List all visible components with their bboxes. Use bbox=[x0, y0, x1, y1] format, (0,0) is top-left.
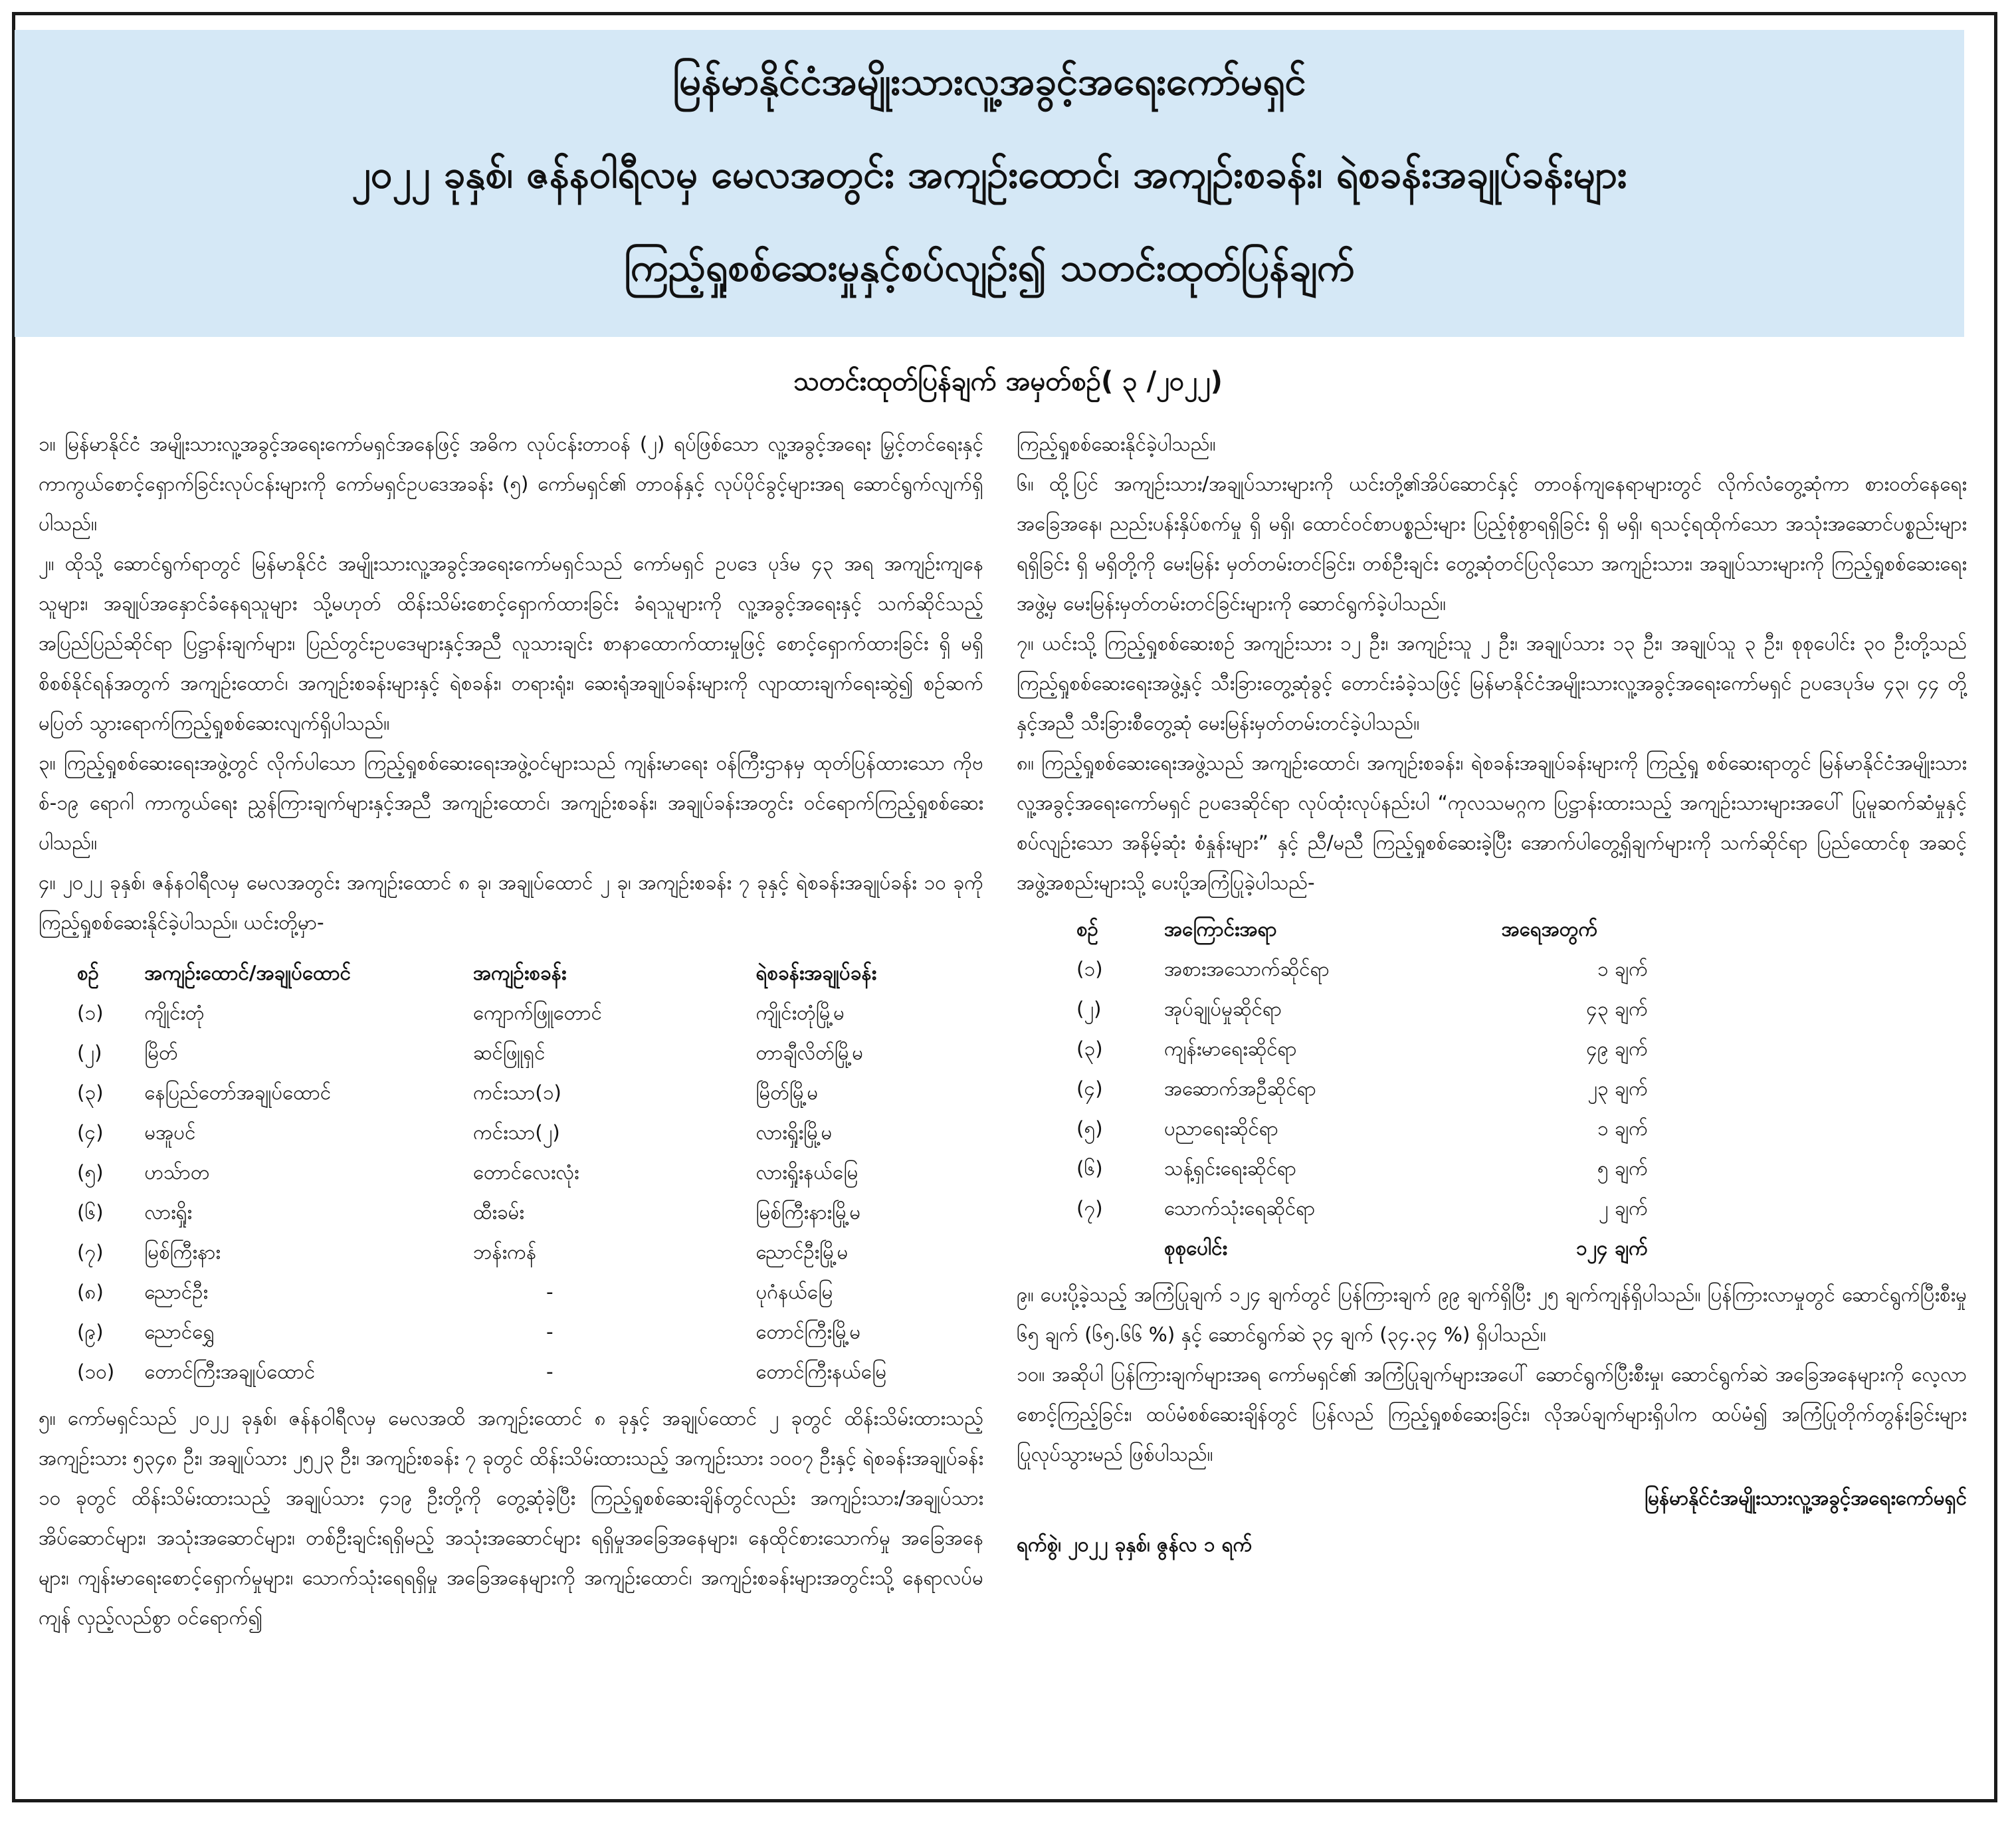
paragraph-7: ၇။ ယင်းသို့ ကြည့်ရှုစစ်ဆေးစဉ် အကျဉ်းသား ၁၂ ဦး၊ အကျဉ်းသူ ၂ ဦး၊ အချုပ်သား ၁၃ ဦး၊ အချုပ်သူ ၃ ဦး၊ စုစုပေါင်း ၃၀ ဦးတို့သည် ကြည့်ရှုစစ်ဆေးရေးအဖွဲ့နှင့် သီးခြားတွေ့ဆုံခွင့် တောင်းခံခဲ့သဖြင့် မြန်မာနိုင်ငံအမျိုးသားလူ့အခွင့်အရေးကော်မရှင် ဥပဒေပုဒ်မ ၄၃၊ ၄၄ တို့နှင့်အညီ သီးခြားစီတွေ့ဆုံ မေးမြန်းမှတ်တမ်းတင်ခဲ့ပါသည်။ bbox=[1017, 632, 1967, 734]
table-cell: ညောင်ရွှေ bbox=[144, 1321, 215, 1343]
title-line-3: ကြည့်ရှုစစ်ဆေးမှုနှင့်စပ်လျဉ်း၍ သတင်းထုတ်ပြန်ချက် bbox=[624, 245, 1355, 290]
table-cell: - bbox=[546, 1321, 554, 1343]
table-cell: ၂ ချက် bbox=[1599, 1197, 1648, 1220]
table-cell: (၆) bbox=[1076, 1157, 1103, 1180]
table-cell: (၇) bbox=[1076, 1197, 1103, 1220]
table-row bbox=[77, 1312, 961, 1352]
table-cell: (၁၀) bbox=[77, 1360, 115, 1383]
table-row bbox=[1076, 1029, 1674, 1069]
signature: မြန်မာနိုင်ငံအမျိုးသားလူ့အခွင့်အရေးကော်မရှင် bbox=[1645, 1487, 1967, 1509]
table-cell: သောက်သုံးရေဆိုင်ရာ bbox=[1164, 1197, 1316, 1220]
table-cell: လားရှိုး bbox=[144, 1201, 193, 1224]
paragraph-5: ၅။ ကော်မရှင်သည် ၂၀၂၂ ခုနှစ်၊ ဇန်နဝါရီလမှ မေလအထိ အကျဉ်းထောင် ၈ ခုနှင့် အချုပ်ထောင် ၂ ခုတွင် ထိန်းသိမ်းထားသည့် အကျဉ်းသား ၅၃၄၈ ဦး၊ အချုပ်သား ၂၅၂၃ ဦး၊ အကျဉ်းစခန်း ၇ ခုတွင် ထိန်းသိမ်းထားသည့် အကျဉ်းသား ၁၀၀၇ ဦးနှင့် ရဲစခန်းအချုပ်ခန်း ၁၀ ခုတွင် ထိန်းသိမ်းထားသည့် အချုပ်သား ၄၁၉ ဦးတို့ကို တွေ့ဆုံခဲ့ပြီး ကြည့်ရှုစစ်ဆေးချိန်တွင်လည်း အကျဉ်းသား/အချုပ်သား အိပ်ဆောင်များ၊ အသုံးအဆောင်များ၊ တစ်ဦးချင်းရရှိမည့် အသုံးအဆောင်များ ရရှိမှုအခြေအနေများ၊ နေထိုင်စားသောက်မှု အခြေအနေများ၊ ကျန်းမာရေးစောင့်ရှောက်မှုများ၊ သောက်သုံးရေရရှိမှု အခြေအနေများကို အကျဉ်းထောင်၊ အကျဉ်းစခန်းများအတွင်းသို့ နေရာလပ်မကျန် လှည့်လည်စွာ ဝင်ရောက်၍ bbox=[39, 1407, 983, 1629]
table-cell: (၁) bbox=[77, 1002, 104, 1024]
left-column bbox=[39, 424, 983, 1638]
paragraph-5-continued: ကြည့်ရှုစစ်ဆေးနိုင်ခဲ့ပါသည်။ bbox=[1017, 433, 1216, 455]
total-spacer bbox=[1076, 1228, 1164, 1268]
paragraph-2: ၂။ ထိုသို့ ဆောင်ရွက်ရာတွင် မြန်မာနိုင်ငံ အမျိုးသားလူ့အခွင့်အရေးကော်မရှင်သည် ကော်မရှင် ဥပဒေ ပုဒ်မ ၄၃ အရ အကျဉ်းကျနေသူများ၊ အချုပ်အနှောင်ခံနေရသူများ သို့မဟုတ် ထိန်းသိမ်းစောင့်ရှောက်ထားခြင်း ခံရသူများကို လူ့အခွင့်အရေးနှင့် သက်ဆိုင်သည့် အပြည်ပြည်ဆိုင်ရာ ပြဋ္ဌာန်းချက်များ၊ ပြည်တွင်းဥပဒေများနှင့်အညီ လူသားချင်း စာနာထောက်ထားမှုဖြင့် စောင့်ရှောက်ထားခြင်း ရှိ မရှိ စိစစ်နိုင်ရန်အတွက် အကျဉ်းထောင်၊ အကျဉ်းစခန်းများနှင့် ရဲစခန်း၊ တရားရုံး၊ ဆေးရုံအချုပ်ခန်းများကို လျာထားချက်ရေးဆွဲ၍ စဉ်ဆက်မပြတ် သွားရောက်ကြည့်ရှုစစ်ဆေးလျက်ရှိပါသည်။ bbox=[39, 552, 983, 734]
table-cell: (၆) bbox=[77, 1201, 104, 1224]
paragraph-3: ၃။ ကြည့်ရှုစစ်ဆေးရေးအဖွဲ့တွင် လိုက်ပါသော ကြည့်ရှုစစ်ဆေးရေးအဖွဲ့ဝင်များသည် ကျန်းမာရေး ဝန်ကြီးဌာနမှ ထုတ်ပြန်ထားသော ကိုဗစ်-၁၉ ရောဂါ ကာကွယ်ရေး ညွှန်ကြားချက်များနှင့်အညီ အကျဉ်းထောင်၊ အကျဉ်းစခန်း၊ အချုပ်ခန်းအတွင်း ဝင်ရောက်ကြည့်ရှုစစ်ဆေးပါသည်။ bbox=[39, 752, 983, 854]
table-cell: မြစ်ကြီးနားမြို့မ bbox=[756, 1201, 861, 1224]
table-cell: ၁ ချက် bbox=[1597, 958, 1648, 980]
table-cell: (၄) bbox=[1076, 1077, 1103, 1100]
column-header: အကျဉ်းစခန်း bbox=[472, 962, 567, 984]
table-cell: တောင်လေးလုံး bbox=[472, 1161, 579, 1184]
table-cell: ၄၃ ချက် bbox=[1586, 998, 1648, 1020]
total-value: ၁၂၄ ချက် bbox=[1575, 1237, 1648, 1259]
table-row bbox=[1076, 1069, 1674, 1109]
issue-date: ရက်စွဲ၊ ၂၀၂၂ ခုနှစ်၊ ဇွန်လ ၁ ရက် bbox=[1017, 1533, 1253, 1556]
table-row bbox=[1076, 1148, 1674, 1188]
column-header: အကြောင်းအရာ bbox=[1164, 918, 1277, 940]
table-cell: (၉) bbox=[77, 1321, 104, 1343]
table-cell: ၂၃ ချက် bbox=[1587, 1077, 1648, 1100]
table-cell: မအူပင် bbox=[144, 1121, 196, 1144]
table-cell: အုပ်ချုပ်မှုဆိုင်ရာ bbox=[1164, 998, 1282, 1020]
table-cell: - bbox=[546, 1281, 554, 1303]
table-cell: ကျိုင်းတုံ bbox=[144, 1002, 205, 1024]
paragraph-4: ၄။ ၂၀၂၂ ခုနှစ်၊ ဇန်နဝါရီလမှ မေလအတွင်း အကျဉ်းထောင် ၈ ခု၊ အချုပ်ထောင် ၂ ခု၊ အကျဉ်းစခန်း ၇ ခုနှင့် ရဲစခန်းအချုပ်ခန်း ၁၀ ခုကို ကြည့်ရှုစစ်ဆေးနိုင်ခဲ့ပါသည်။ ယင်းတို့မှာ- bbox=[39, 871, 983, 934]
facilities-table bbox=[77, 953, 961, 1392]
paragraph-10: ၁၀။ အဆိုပါ ပြန်ကြားချက်များအရ ကော်မရှင်၏ အကြံပြုချက်များအပေါ် ဆောင်ရွက်ပြီးစီးမှု၊ ဆောင်ရွက်ဆဲ အခြေအနေများကို လေ့လာစောင့်ကြည့်ခြင်း၊ ထပ်မံစစ်ဆေးချိန်တွင် ပြန်လည် ကြည့်ရှုစစ်ဆေးခြင်း၊ လိုအပ်ချက်များရှိပါက ထပ်မံ၍ အကြံပြုတိုက်တွန်းခြင်းများ ပြုလုပ်သွားမည် ဖြစ်ပါသည်။ bbox=[1017, 1363, 1967, 1465]
table-cell: ဘန်းကန် bbox=[472, 1241, 537, 1263]
table-row bbox=[1076, 1109, 1674, 1148]
column-header: ရဲစခန်းအချုပ်ခန်း bbox=[756, 962, 877, 984]
table-cell: ထီးခမ်း bbox=[472, 1201, 524, 1224]
table-cell: ပုဂံနယ်မြေ bbox=[756, 1281, 833, 1303]
table-cell: ကျောက်ဖြူတောင် bbox=[472, 1002, 603, 1024]
table-cell: ၄၉ ချက် bbox=[1586, 1037, 1648, 1060]
column-header: စဉ် bbox=[1076, 918, 1098, 940]
table-cell: ကင်းသာ(၁) bbox=[472, 1081, 561, 1104]
total-row bbox=[1076, 1228, 1674, 1268]
table-cell: ကျိုင်းတုံမြို့မ bbox=[756, 1002, 845, 1024]
column-header: အကျဉ်းထောင်/အချုပ်ထောင် bbox=[144, 962, 352, 984]
table-cell: (၈) bbox=[77, 1281, 104, 1303]
table-cell: ဟသ်ာတ bbox=[144, 1161, 210, 1184]
table-cell: ၅ ချက် bbox=[1597, 1157, 1648, 1180]
table-row bbox=[77, 1232, 961, 1272]
table-cell: တောင်ကြီးနယ်မြေ bbox=[756, 1360, 887, 1383]
table-cell: (၁) bbox=[1076, 958, 1103, 980]
table-cell: ပညာရေးဆိုင်ရာ bbox=[1164, 1117, 1278, 1140]
table-row bbox=[77, 1192, 961, 1232]
table-row bbox=[1076, 989, 1674, 1029]
total-label: စုစုပေါင်း bbox=[1164, 1237, 1227, 1259]
table-cell: နေပြည်တော်အချုပ်ထောင် bbox=[144, 1081, 332, 1104]
table-cell: (၄) bbox=[77, 1121, 104, 1144]
paragraph-9: ၉။ ပေးပို့ခဲ့သည့် အကြံပြုချက် ၁၂၄ ချက်တွင် ပြန်ကြားချက် ၉၉ ချက်ရှိပြီး ၂၅ ချက်ကျန်ရှိပါသည်။ ပြန်ကြားလာမှုတွင် ဆောင်ရွက်ပြီးစီးမှု ၆၅ ချက် (၆၅.၆၆ %) နှင့် ဆောင်ရွက်ဆဲ ၃၄ ချက် (၃၄.၃၄ %) ရှိပါသည်။ bbox=[1017, 1283, 1967, 1346]
table-row bbox=[77, 1152, 961, 1192]
title-line-1: မြန်မာနိုင်ငံအမျိုးသားလူ့အခွင့်အရေးကော်မရှင် bbox=[672, 58, 1306, 104]
column-header: အရေအတွက် bbox=[1501, 918, 1598, 940]
column-header: စဉ် bbox=[77, 962, 99, 984]
table-row bbox=[77, 1073, 961, 1113]
table-cell: ကျန်းမာရေးဆိုင်ရာ bbox=[1164, 1037, 1297, 1060]
table-cell: (၂) bbox=[77, 1041, 102, 1064]
table-cell: ညောင်ဦးမြို့မ bbox=[756, 1241, 849, 1263]
table-cell: (၂) bbox=[1076, 998, 1102, 1020]
table-cell: ၁ ချက် bbox=[1597, 1117, 1648, 1140]
findings-table bbox=[1076, 909, 1674, 1268]
right-column bbox=[1017, 424, 1967, 1564]
release-number: သတင်းထုတ်ပြန်ချက် အမှတ်စဉ်( ၃ /၂၀၂၂) bbox=[793, 366, 1223, 397]
title-line-2: ၂၀၂၂ ခုနှစ်၊ ဇန်နဝါရီလမှ မေလအတွင်း အကျဉ်းထောင်၊ အကျဉ်းစခန်း၊ ရဲစခန်းအချုပ်ခန်းများ bbox=[352, 152, 1627, 197]
paragraph-1: ၁။ မြန်မာနိုင်ငံ အမျိုးသားလူ့အခွင့်အရေးကော်မရှင်အနေဖြင့် အဓိက လုပ်ငန်းတာဝန် (၂) ရပ်ဖြစ်သော လူ့အခွင့်အရေး မြှင့်တင်ရေးနှင့် ကာကွယ်စောင့်ရှောက်ခြင်းလုပ်ငန်းများကို ကော်မရှင်ဥပဒေအခန်း (၅) ကော်မရှင်၏ တာဝန်နှင့် လုပ်ပိုင်ခွင့်များအရ ဆောင်ရွက်လျက်ရှိပါသည်။ bbox=[39, 433, 983, 535]
table-row bbox=[77, 1033, 961, 1073]
table-cell: ညောင်ဦး bbox=[144, 1281, 209, 1303]
table-cell: (၅) bbox=[77, 1161, 104, 1184]
table-cell: ကင်းသာ(၂) bbox=[472, 1121, 560, 1144]
table-cell: (၃) bbox=[1076, 1037, 1103, 1060]
table-cell: (၅) bbox=[1076, 1117, 1103, 1140]
table-cell: တောင်ကြီးမြို့မ bbox=[756, 1321, 861, 1343]
table-cell: လားရှိုးမြို့မ bbox=[756, 1121, 833, 1144]
table-header-row bbox=[1076, 909, 1674, 949]
table-row bbox=[77, 1113, 961, 1152]
table-cell: (၇) bbox=[77, 1241, 104, 1263]
table-cell: မြစ်ကြီးနား bbox=[144, 1241, 221, 1263]
table-cell: ဆင်ဖြူရှင် bbox=[472, 1041, 546, 1064]
table-cell: တောင်ကြီးအချုပ်ထောင် bbox=[144, 1360, 316, 1383]
table-cell: (၃) bbox=[77, 1081, 104, 1104]
table-cell: လားရှိုးနယ်မြေ bbox=[756, 1161, 858, 1184]
table-cell: အစားအသောက်ဆိုင်ရာ bbox=[1164, 958, 1330, 980]
table-header-row bbox=[77, 953, 961, 993]
table-row bbox=[77, 1272, 961, 1312]
table-row bbox=[1076, 949, 1674, 989]
table-row bbox=[77, 993, 961, 1033]
table-cell: - bbox=[546, 1360, 554, 1383]
table-cell: မြိတ်မြို့မ bbox=[756, 1081, 819, 1104]
table-cell: တာချီလိတ်မြို့မ bbox=[756, 1041, 864, 1064]
title-banner bbox=[15, 30, 1964, 337]
table-cell: မြိတ် bbox=[144, 1041, 178, 1064]
table-cell: အဆောက်အဦဆိုင်ရာ bbox=[1164, 1077, 1316, 1100]
paragraph-6: ၆။ ထို့ပြင် အကျဉ်းသား/အချုပ်သားများကို ယင်းတို့၏အိပ်ဆောင်နှင့် တာဝန်ကျနေရာများတွင် လိုက်လံတွေ့ဆုံကာ စားဝတ်နေရေးအခြေအနေ၊ ညည်းပန်းနှိပ်စက်မှု ရှိ မရှိ၊ ထောင်ဝင်စာပစ္စည်းများ ပြည့်စုံစွာရရှိခြင်း ရှိ မရှိ၊ ရသင့်ရထိုက်သော အသုံးအဆောင်ပစ္စည်းများ ရရှိခြင်း ရှိ မရှိတို့ကို မေးမြန်း မှတ်တမ်းတင်ခြင်း၊ တစ်ဦးချင်း တွေ့ဆုံတင်ပြလိုသော အကျဉ်းသား၊ အချုပ်သားများကို ကြည့်ရှုစစ်ဆေးရေးအဖွဲ့မှ မေးမြန်းမှတ်တမ်းတင်ခြင်းများကို ဆောင်ရွက်ခဲ့ပါသည်။ bbox=[1017, 473, 1967, 615]
table-row bbox=[77, 1352, 961, 1392]
table-cell: သန့်ရှင်းရေးဆိုင်ရာ bbox=[1164, 1157, 1296, 1180]
paragraph-8: ၈။ ကြည့်ရှုစစ်ဆေးရေးအဖွဲ့သည် အကျဉ်းထောင်၊ အကျဉ်းစခန်း၊ ရဲစခန်းအချုပ်ခန်းများကို ကြည့်ရှု စစ်ဆေးရာတွင် မြန်မာနိုင်ငံအမျိုးသားလူ့အခွင့်အရေးကော်မရှင် ဥပဒေဆိုင်ရာ လုပ်ထုံးလုပ်နည်းပါ “ကုလသမဂ္ဂက ပြဋ္ဌာန်းထားသည့် အကျဉ်းသားများအပေါ် ပြုမူဆက်ဆံမှုနှင့်စပ်လျဉ်းသော အနိမ့်ဆုံး စံနှုန်းများ” နှင့် ညီ/မညီ ကြည့်ရှုစစ်ဆေးခဲ့ပြီး အောက်ပါတွေ့ရှိချက်များကို သက်ဆိုင်ရာ ပြည်ထောင်စု အဆင့်အဖွဲ့အစည်းများသို့ ပေးပို့အကြံပြုခဲ့ပါသည်- bbox=[1017, 752, 1967, 894]
table-row bbox=[1076, 1188, 1674, 1228]
